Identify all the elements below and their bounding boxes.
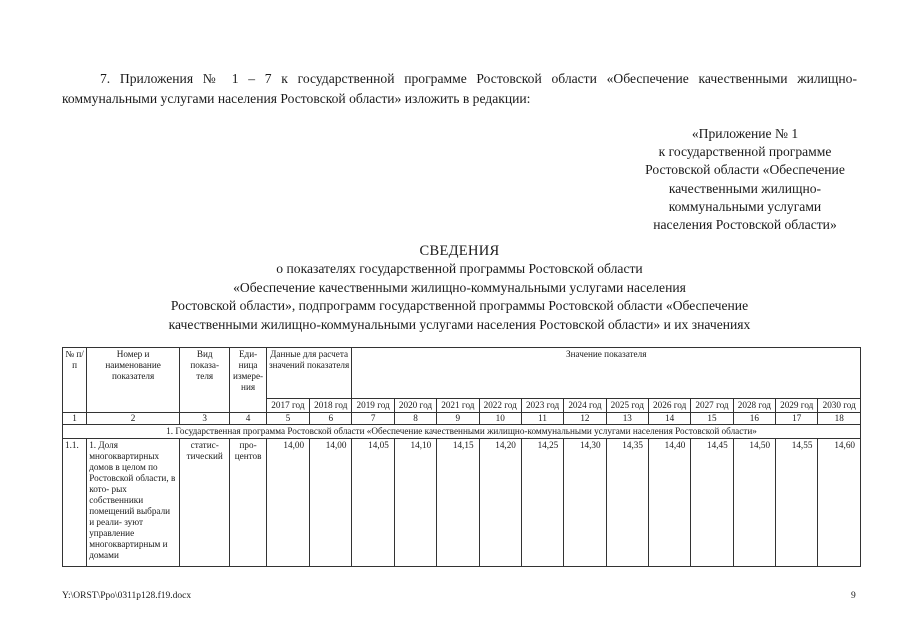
col-number: 18	[818, 413, 861, 425]
row-value: 14,55	[776, 439, 818, 567]
year-cell: 2028 год	[733, 399, 775, 413]
col-number: 1	[63, 413, 87, 425]
col-number: 4	[230, 413, 266, 425]
row-value: 14,25	[521, 439, 563, 567]
row-name: 1. Доля многоквартирных домов в целом по Ростовской области, в кото- рых собственники помещений выбрали и реали- зуют управление многоквартирным и домами	[87, 439, 180, 567]
year-cell: 2023 год	[521, 399, 563, 413]
col-number: 11	[521, 413, 563, 425]
header-name: Номер и наименование показателя	[87, 348, 180, 413]
col-number: 16	[733, 413, 775, 425]
row-value: 14,30	[564, 439, 606, 567]
row-unit: про- центов	[230, 439, 266, 567]
appendix-header	[620, 125, 870, 234]
col-number: 7	[352, 413, 394, 425]
header-value: Значение показателя	[352, 348, 861, 399]
heading-line: качественными жилищно-коммунальными услугами населения Ростовской области» и их значениях	[168, 316, 751, 332]
col-number: 12	[564, 413, 606, 425]
year-cell: 2020 год	[394, 399, 436, 413]
col-number: 8	[394, 413, 436, 425]
col-number: 6	[310, 413, 352, 425]
year-cell: 2026 год	[648, 399, 690, 413]
row-value: 14,60	[818, 439, 861, 567]
table-row	[63, 439, 861, 567]
appendix-line: качественными жилищно-	[668, 180, 822, 196]
row-value: 14,00	[310, 439, 352, 567]
year-cell: 2017 год	[266, 399, 309, 413]
row-value: 14,20	[479, 439, 521, 567]
row-value: 14,10	[394, 439, 436, 567]
row-num: 1.1.	[63, 439, 87, 567]
col-number: 3	[180, 413, 230, 425]
row-value: 14,05	[352, 439, 394, 567]
section-title: 1. Государственная программа Ростовской области «Обеспечение качественными жилищно-коммунальными услугами населения Ростовской области»	[63, 425, 861, 439]
heading-line: Ростовской области», подпрограмм государственной программы Ростовской области «Обеспечение	[170, 298, 749, 314]
appendix-line: к государственной программе	[658, 144, 832, 160]
indicators-table	[62, 347, 861, 567]
amendment-line-1: 7. Приложения № 1 – 7 к государственной программе Ростовской области «Обеспечение качественными жилищно-	[100, 71, 857, 86]
col-number: 14	[648, 413, 690, 425]
col-number: 15	[691, 413, 733, 425]
year-cell: 2019 год	[352, 399, 394, 413]
row-value: 14,00	[266, 439, 309, 567]
row-value: 14,50	[733, 439, 775, 567]
document-heading	[62, 242, 857, 334]
row-value: 14,40	[648, 439, 690, 567]
amendment-line-2: коммунальными услугами населения Ростовской области» изложить в редакции:	[62, 91, 531, 106]
amendment-paragraph	[62, 69, 857, 109]
col-number: 17	[776, 413, 818, 425]
table-header-row	[63, 348, 861, 399]
col-number: 2	[87, 413, 180, 425]
col-number: 13	[606, 413, 648, 425]
col-number: 10	[479, 413, 521, 425]
file-path: Y:\ORST\Ppo\0311p128.f19.docx	[62, 591, 192, 601]
row-value: 14,45	[691, 439, 733, 567]
row-value: 14,15	[437, 439, 479, 567]
year-cell: 2029 год	[776, 399, 818, 413]
appendix-line: Ростовской области «Обеспечение	[645, 162, 845, 178]
header-num: № п/п	[63, 348, 87, 413]
header-unit: Еди- ница измере- ния	[230, 348, 266, 413]
header-type: Вид показа- теля	[180, 348, 230, 413]
col-number: 9	[437, 413, 479, 425]
row-value: 14,35	[606, 439, 648, 567]
appendix-line: «Приложение № 1	[691, 126, 799, 141]
section-row	[63, 425, 861, 439]
year-cell: 2024 год	[564, 399, 606, 413]
year-cell: 2030 год	[818, 399, 861, 413]
heading-title: СВЕДЕНИЯ	[419, 243, 500, 259]
appendix-line: населения Ростовской области»	[653, 217, 837, 233]
year-cell: 2022 год	[479, 399, 521, 413]
year-cell: 2018 год	[310, 399, 352, 413]
appendix-line: коммунальными услугами	[668, 198, 822, 214]
col-number: 5	[266, 413, 309, 425]
year-cell: 2025 год	[606, 399, 648, 413]
heading-line: «Обеспечение качественными жилищно-коммунальными услугами населения	[233, 279, 686, 295]
year-cell: 2027 год	[691, 399, 733, 413]
column-numbers-row	[63, 413, 861, 425]
header-base-data: Данные для расчета значений показателя	[266, 348, 352, 399]
page-number: 9	[851, 591, 856, 601]
row-type: статис- тический	[180, 439, 230, 567]
year-cell: 2021 год	[437, 399, 479, 413]
heading-line: о показателях государственной программы Ростовской области	[276, 261, 643, 277]
